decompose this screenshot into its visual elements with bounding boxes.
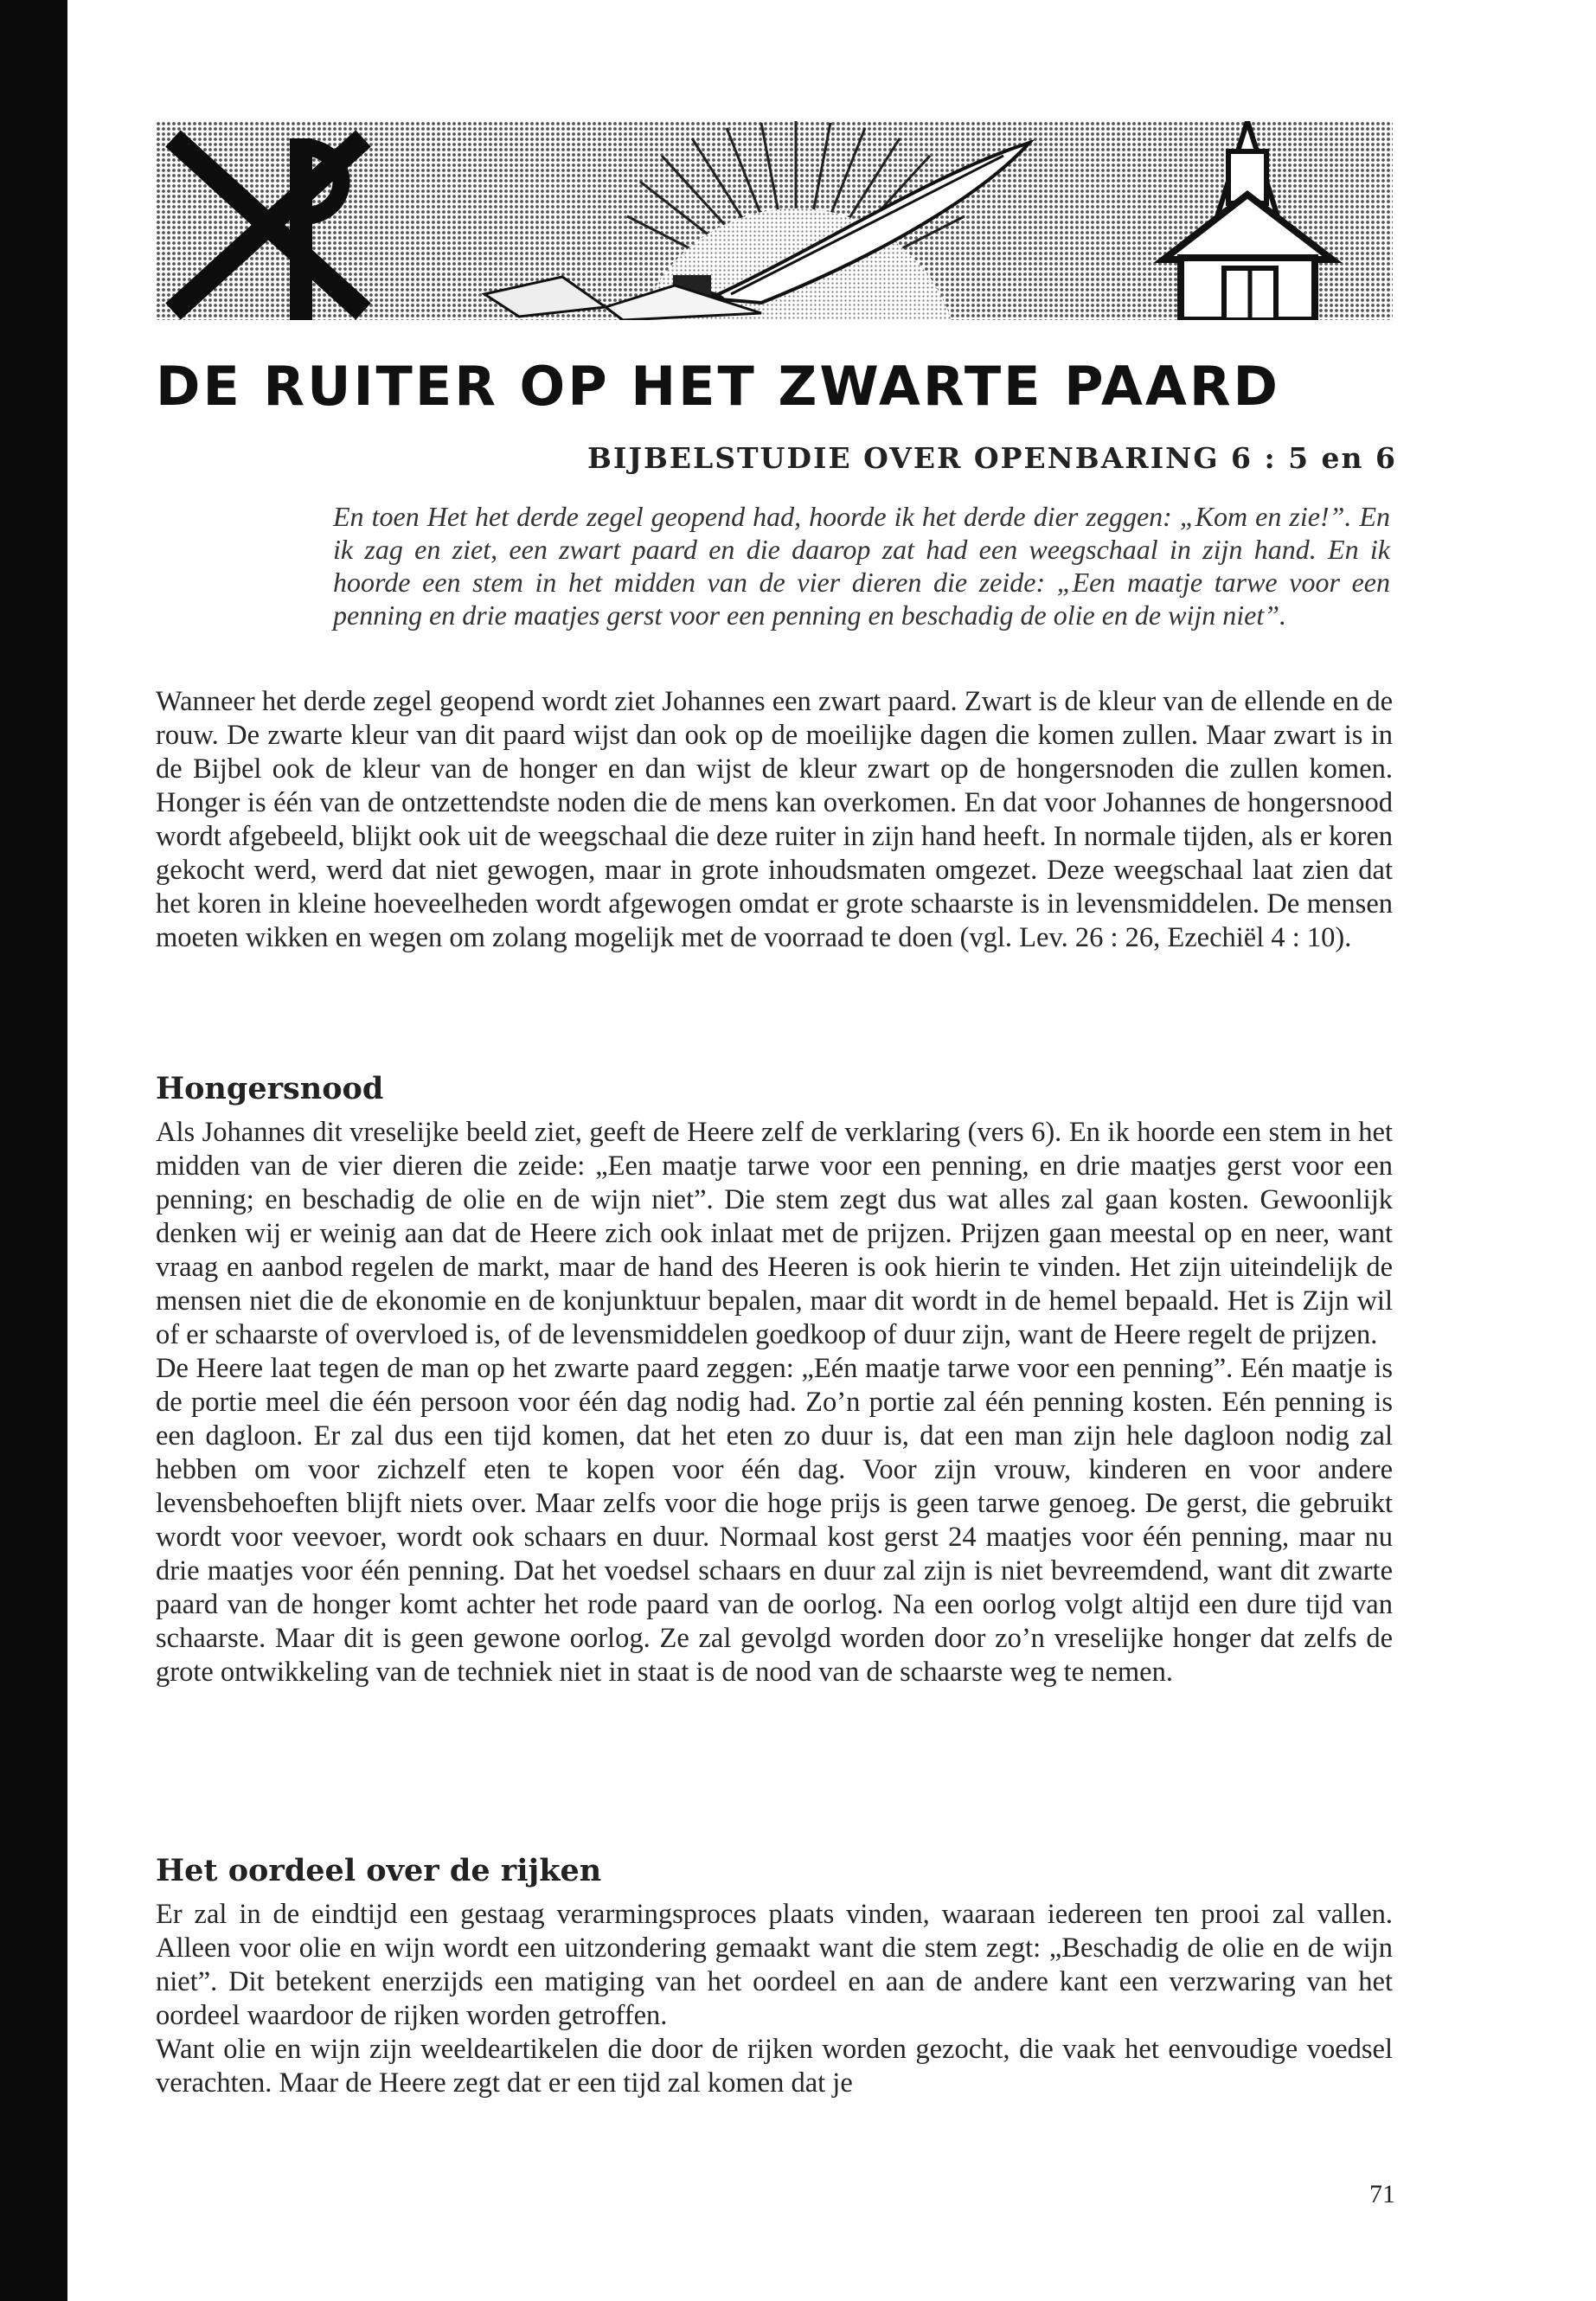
paragraph: De Heere laat tegen de man op het zwarte paard zeggen: „Eén maatje tarwe voor een penning”. Eén maatje is de portie meel die één persoon voor één dag nodig had. Zo’n portie zal één penning kosten. Eén penning is een dagloon. Er zal dus een tijd komen, dat het eten zo duur is, dat een man zijn hele dagloon nodig zal hebben om voor zichzelf eten te kopen voor één dag. Voor zijn vrouw, kinderen en voor andere levensbehoeften blijft niets over. Maar zelfs voor die hoge prijs is geen tarwe genoeg. De gerst, die gebruikt wordt voor veevoer, wordt ook schaars en duur. Normaal kost gerst 24 maatjes voor één penning, maar nu drie maatjes voor één penning. Dat het voedsel schaars en duur zal zijn is niet bevreemdend, want dit zwarte paard van de honger komt achter het rode paard van de oorlog. Na een oorlog volgt altijd een dure tijd van schaarste. Maar dit is geen gewone oorlog. Ze zal gevolgd worden door zo’n vreselijke honger dat zelfs de grote ontwikkeling van de techniek niet in staat is de nood van de schaarste weg te nemen. — [156, 1353, 1393, 1688]
section-heading-hongersnood: Hongersnood — [156, 1071, 384, 1106]
paragraph: Want olie en wijn zijn weeldeartikelen die door de rijken worden gezocht, die vaak het eenvoudige voedsel verachten. Maar de Heere zegt dat er een tijd zal komen dat je — [156, 2034, 1393, 2099]
paragraph: Als Johannes dit vreselijke beeld ziet, geeft de Heere zelf de verklaring (vers 6). En ik hoorde een stem in het midden van de vier dieren die zeide: „Een maatje tarwe voor een penning, en drie maatjes gerst voor een penning; en beschadig de olie en de wijn niet”. Die stem zegt dus wat alles zal gaan kosten. Gewoonlijk denken wij er weinig aan dat de Heere zich ook inlaat met de prijzen. Prijzen gaan meestal op en neer, want vraag en aanbod regelen de markt, maar de hand des Heeren is ook hierin te vinden. Het zijn uiteindelijk de mensen niet die de ekonomie en de konjunktuur bepalen, maar dit wordt in de hemel bepaald. Het is Zijn wil of er schaarste of overvloed is, of de levensmiddelen goedkoop of duur zijn, want de Heere regelt de prijzen. — [156, 1117, 1393, 1350]
scripture-quote: En toen Het het derde zegel geopend had, hoorde ik het derde dier zeggen: „Kom en zie!”. En ik zag en ziet, een zwart paard en die daarop zat had een weegschaal in zijn hand. En ik hoorde een stem in het midden van de vier dieren die zeide: „Een maatje tarwe voor een penning en drie maatjes gerst voor een penning en beschadig de olie en de wijn niet”. — [333, 501, 1390, 631]
article-title: DE RUITER OP HET ZWARTE PAARD — [156, 355, 1281, 418]
section-heading-oordeel: Het oordeel over de rijken — [156, 1853, 602, 1888]
paragraph: Er zal in de eindtijd een gestaag verarmingsproces plaats vinden, waaraan iedereen ten prooi zal vallen. Alleen voor olie en wijn wordt een uitzondering gemaakt want die stem zegt: „Beschadig de olie en de wijn niet”. Dit betekent enerzijds een matiging van het oordeel en aan de andere kant een verzwaring van het oordeel waardoor de rijken worden getroffen. — [156, 1899, 1393, 2031]
intro-text: Wanneer het derde zegel geopend wordt ziet Johannes een zwart paard. Zwart is de kleur van de ellende en de rouw. De zwarte kleur van dit paard wijst dan ook op de moeilijke dagen die komen zullen. Maar zwart is in de Bijbel ook de kleur van de honger en dan wijst de kleur zwart op de hongersnoden die zullen komen. Honger is één van de ontzettendste noden die de mens kan overkomen. En dat voor Johannes de hongersnood wordt afgebeeld, blijkt ook uit de weegschaal die deze ruiter in zijn hand heeft. In normale tijden, als er koren gekocht werd, werd dat niet gewogen, maar in grote inhoudsmaten omgezet. Deze weegschaal laat zien dat het koren in kleine hoeveelheden wordt afgewogen omdat er grote schaarste is in levensmiddelen. De mensen moeten wikken en wegen om zolang mogelijk met de voorraad te doen (vgl. Lev. 26 : 26, Ezechiël 4 : 10). — [156, 686, 1393, 953]
article-subtitle: BIJBELSTUDIE OVER OPENBARING 6 : 5 en 6 — [587, 441, 1397, 475]
section-oordeel-body — [156, 1898, 1393, 2100]
scan-spine-shadow — [0, 0, 67, 2301]
intro-paragraph — [156, 685, 1393, 955]
header-banner — [156, 121, 1393, 320]
page-number: 71 — [1369, 2180, 1395, 2208]
section-hongersnood-body — [156, 1116, 1393, 1689]
